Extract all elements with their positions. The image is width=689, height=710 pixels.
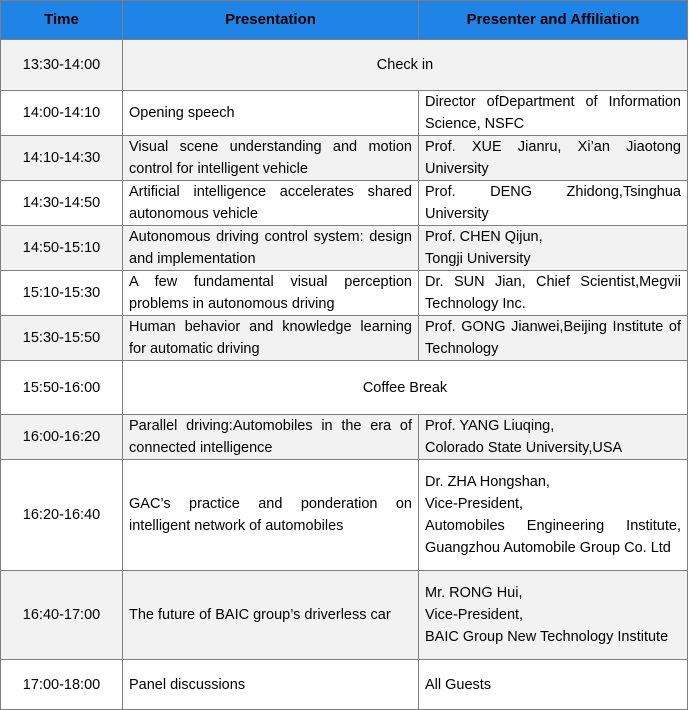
presenter-line: Tongji University xyxy=(425,251,531,267)
presentation-cell: Panel discussions xyxy=(123,660,419,710)
presenter-cell xyxy=(419,571,688,660)
time-cell: 15:10-15:30 xyxy=(1,271,123,316)
table-row xyxy=(1,571,688,660)
table-row xyxy=(1,226,688,271)
presenter-line: Director ofDepartment of Information Science, NSFC xyxy=(425,94,681,132)
presentation-cell: Autonomous driving control system: design and implementation xyxy=(123,226,419,271)
presenter-line: Prof. DENG Zhidong,Tsinghua University xyxy=(425,184,681,222)
time-cell: 13:30-14:00 xyxy=(1,40,123,91)
presenter-line: Dr. SUN Jian, Chief Scientist,Megvii Technology Inc. xyxy=(425,274,681,312)
header-presenter: Presenter and Affiliation xyxy=(419,1,688,40)
presenter-line: Colorado State University,USA xyxy=(425,440,623,456)
presentation-cell: Human behavior and knowledge learning for automatic driving xyxy=(123,316,419,361)
table-row xyxy=(1,271,688,316)
presenter-cell xyxy=(419,415,688,460)
presenter-cell xyxy=(419,226,688,271)
time-cell: 16:00-16:20 xyxy=(1,415,123,460)
time-cell: 17:00-18:00 xyxy=(1,660,123,710)
table-row xyxy=(1,40,688,91)
time-cell: 16:40-17:00 xyxy=(1,571,123,660)
time-cell: 14:00-14:10 xyxy=(1,91,123,136)
time-cell: 14:50-15:10 xyxy=(1,226,123,271)
presenter-cell xyxy=(419,460,688,571)
presentation-cell: Visual scene understanding and motion control for intelligent vehicle xyxy=(123,136,419,181)
table-row xyxy=(1,460,688,571)
presentation-cell: GAC’s practice and ponderation on intelligent network of automobiles xyxy=(123,460,419,571)
header-presentation: Presentation xyxy=(123,1,419,40)
presenter-line: Vice-President, xyxy=(425,496,524,512)
presenter-cell xyxy=(419,136,688,181)
time-cell: 15:30-15:50 xyxy=(1,316,123,361)
presentation-cell: The future of BAIC group’s driverless car xyxy=(123,571,419,660)
presenter-line: Vice-President, xyxy=(425,607,524,623)
presenter-cell xyxy=(419,91,688,136)
presenter-line: Prof. XUE Jianru, Xi’an Jiaotong University xyxy=(425,139,681,177)
table-row xyxy=(1,316,688,361)
span-cell: Coffee Break xyxy=(123,361,688,415)
table-row xyxy=(1,415,688,460)
presenter-cell xyxy=(419,316,688,361)
presenter-line: Prof. YANG Liuqing, xyxy=(425,418,555,434)
table-row xyxy=(1,361,688,415)
presenter-line: Prof. CHEN Qijun, xyxy=(425,229,543,245)
time-cell: 16:20-16:40 xyxy=(1,460,123,571)
presenter-line: Mr. RONG Hui, xyxy=(425,585,523,601)
table-row xyxy=(1,660,688,710)
presenter-line: Dr. ZHA Hongshan, xyxy=(425,474,550,490)
presenter-line: Automobiles Engineering Institute, Guangzhou Automobile Group Co. Ltd xyxy=(425,518,681,556)
presenter-cell xyxy=(419,660,688,710)
table-row xyxy=(1,181,688,226)
presenter-line: All Guests xyxy=(425,676,492,693)
header-row xyxy=(1,1,688,40)
presenter-cell xyxy=(419,271,688,316)
presenter-line: Prof. GONG Jianwei,Beijing Institute of Technology xyxy=(425,319,681,357)
time-cell: 15:50-16:00 xyxy=(1,361,123,415)
presenter-line: BAIC Group New Technology Institute xyxy=(425,629,669,645)
presentation-cell: Artificial intelligence accelerates shared autonomous vehicle xyxy=(123,181,419,226)
time-cell: 14:10-14:30 xyxy=(1,136,123,181)
presentation-cell: Parallel driving:Automobiles in the era of connected intelligence xyxy=(123,415,419,460)
presentation-cell: Opening speech xyxy=(123,91,419,136)
presenter-cell xyxy=(419,181,688,226)
header-time: Time xyxy=(1,1,123,40)
time-cell: 14:30-14:50 xyxy=(1,181,123,226)
span-cell: Check in xyxy=(123,40,688,91)
presentation-cell: A few fundamental visual perception problems in autonomous driving xyxy=(123,271,419,316)
table-row xyxy=(1,91,688,136)
table-row xyxy=(1,136,688,181)
